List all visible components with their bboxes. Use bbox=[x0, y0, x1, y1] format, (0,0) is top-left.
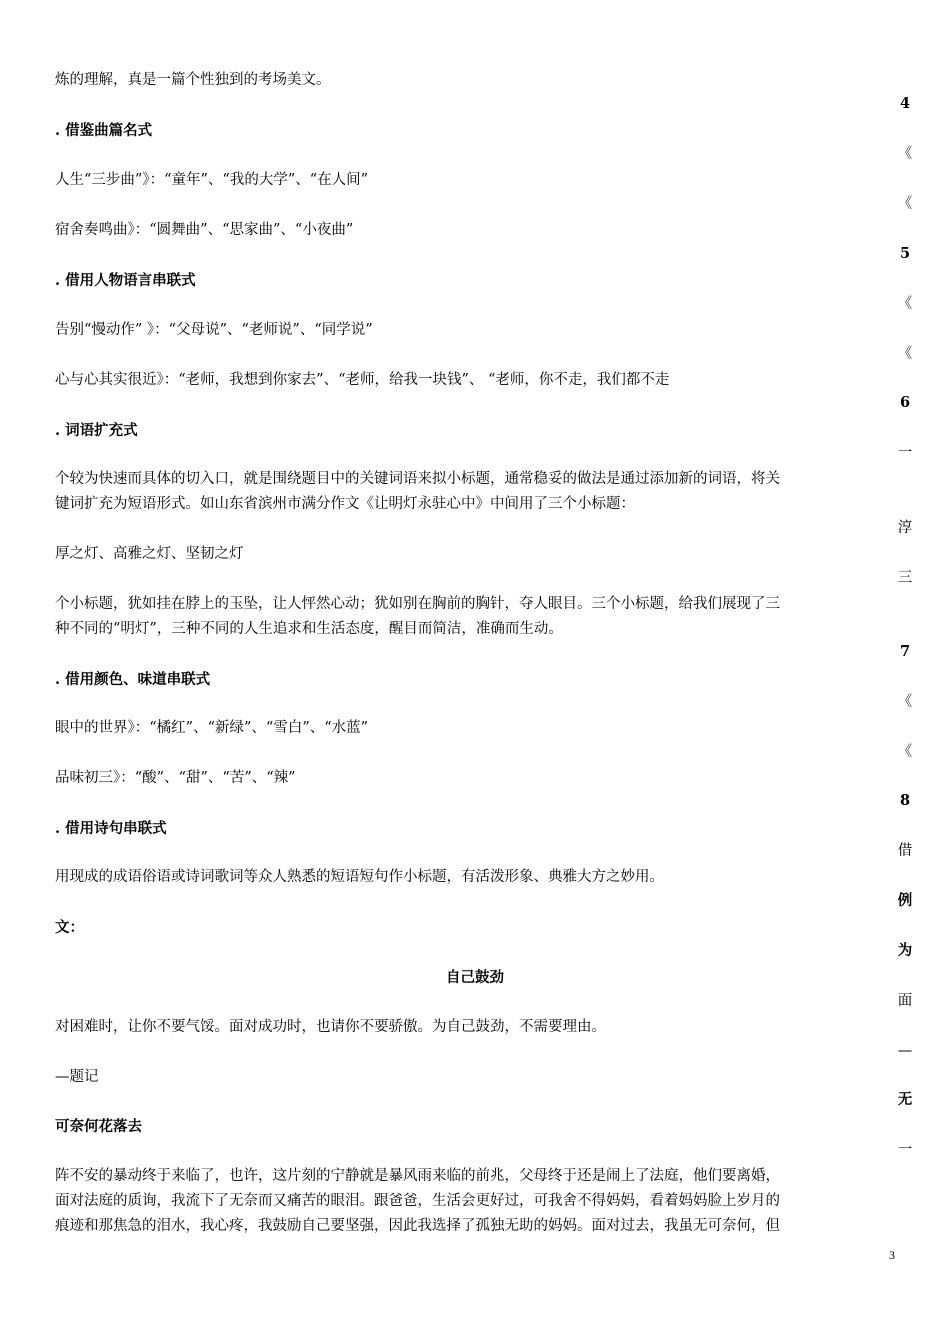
paragraph: 厚之灯、高雅之灯、坚韧之灯 bbox=[55, 546, 244, 562]
side-fragment: 借 bbox=[897, 843, 913, 859]
side-fragment: 5 bbox=[899, 245, 911, 262]
paragraph: 宿舍奏鸣曲》：“圆舞曲”、“思家曲”、“小夜曲” bbox=[55, 222, 354, 238]
paragraph: 对困难时，让你不要气馁。面对成功时，也请你不要骄傲。为自己鼓劲，不需要理由。 bbox=[55, 1019, 606, 1035]
paragraph: 炼的理解，真是一篇个性独到的考场美文。 bbox=[55, 72, 331, 88]
side-fragment: 8 bbox=[899, 792, 911, 809]
paragraph: 用现成的成语俗语或诗词歌词等众人熟悉的短语短句作小标题，有活泼形象、典雅大方之妙用。 bbox=[55, 869, 664, 885]
side-fragment: 为 bbox=[897, 942, 913, 959]
section-heading: . 借用人物语言串联式 bbox=[55, 272, 196, 289]
section-heading: . 借用诗句串联式 bbox=[55, 820, 167, 837]
paragraph: 眼中的世界》：“橘红”、“新绿”、“雪白”、“水蓝” bbox=[55, 720, 369, 736]
side-fragment: 《 bbox=[897, 296, 913, 312]
paragraph: 人生“三步曲”》：“童年”、“我的大学”、“在人间” bbox=[55, 172, 369, 188]
paragraph-line: 面对法庭的质询，我流下了无奈而又痛苦的眼泪。跟爸爸，生活会更好过，可我舍不得妈妈，看着妈妈脸上岁月的 bbox=[55, 1193, 780, 1209]
side-fragment: 三 bbox=[897, 570, 913, 586]
paragraph: 心与心其实很近》：“老师，我想到你家去”、“老师，给我一块钱”、 “老师，你不走，我们都不走 bbox=[55, 372, 670, 388]
side-fragment: 《 bbox=[897, 346, 913, 362]
side-fragment: 面 bbox=[897, 993, 913, 1009]
side-fragment: 6 bbox=[899, 394, 911, 411]
paragraph-line: 阵不安的暴动终于来临了，也许，这片刻的宁静就是暴风雨来临的前兆，父母终于还是闹上了法庭，他们要离婚， bbox=[55, 1168, 780, 1184]
epigraph-attribution: —题记 bbox=[55, 1069, 99, 1085]
side-fragment: 《 bbox=[897, 694, 913, 710]
paragraph-line: 键词扩充为短语形式。如山东省滨州市满分作文《让明灯永驻心中》中间用了三个小标题： bbox=[55, 496, 635, 512]
section-heading: . 词语扩充式 bbox=[55, 422, 138, 439]
paragraph-line: 种不同的“明灯”，三种不同的人生追求和生活态度，醒目而简洁，准确而生动。 bbox=[55, 621, 563, 637]
paragraph-line: 痕迹和那焦急的泪水，我心疼，我鼓励自己要坚强，因此我选择了孤独无助的妈妈。面对过去，我虽无可奈何，但 bbox=[55, 1218, 780, 1234]
page-number: 3 bbox=[889, 1248, 895, 1262]
side-fragment: 《 bbox=[897, 196, 913, 212]
subheading: 可奈何花落去 bbox=[55, 1118, 142, 1135]
side-fragment: 例 bbox=[897, 892, 913, 909]
paragraph: 品味初三》：“酸”、“甜”、“苦”、“辣” bbox=[55, 770, 296, 786]
side-fragment: 一 bbox=[897, 445, 913, 461]
side-fragment: 4 bbox=[899, 95, 911, 112]
section-heading: . 借鉴曲篇名式 bbox=[55, 122, 153, 139]
paragraph: 告别“慢动作” 》：“父母说”、“老师说”、“同学说” bbox=[55, 322, 373, 338]
side-fragment: 《 bbox=[897, 146, 913, 162]
paragraph-line: 个小标题，犹如挂在脖上的玉坠，让人怦然心动；犹如别在胸前的胸针，夺人眼目。三个小标题，给我们展现了三 bbox=[55, 596, 780, 612]
side-fragment: 一 bbox=[897, 1142, 913, 1158]
side-fragment: 淳 bbox=[897, 520, 913, 536]
section-heading: 文： bbox=[55, 919, 84, 936]
side-fragment: 《 bbox=[897, 744, 913, 760]
section-heading: . 借用颜色、味道串联式 bbox=[55, 671, 211, 688]
side-fragment: — bbox=[897, 1043, 913, 1059]
side-fragment: 7 bbox=[899, 643, 911, 660]
paragraph-line: 个较为快速而具体的切入口，就是围绕题目中的关键词语来拟小标题，通常稳妥的做法是通过添加新的词语，将关 bbox=[55, 471, 780, 487]
essay-title: 自己鼓劲 bbox=[446, 969, 504, 986]
side-fragment: 无 bbox=[897, 1091, 913, 1108]
